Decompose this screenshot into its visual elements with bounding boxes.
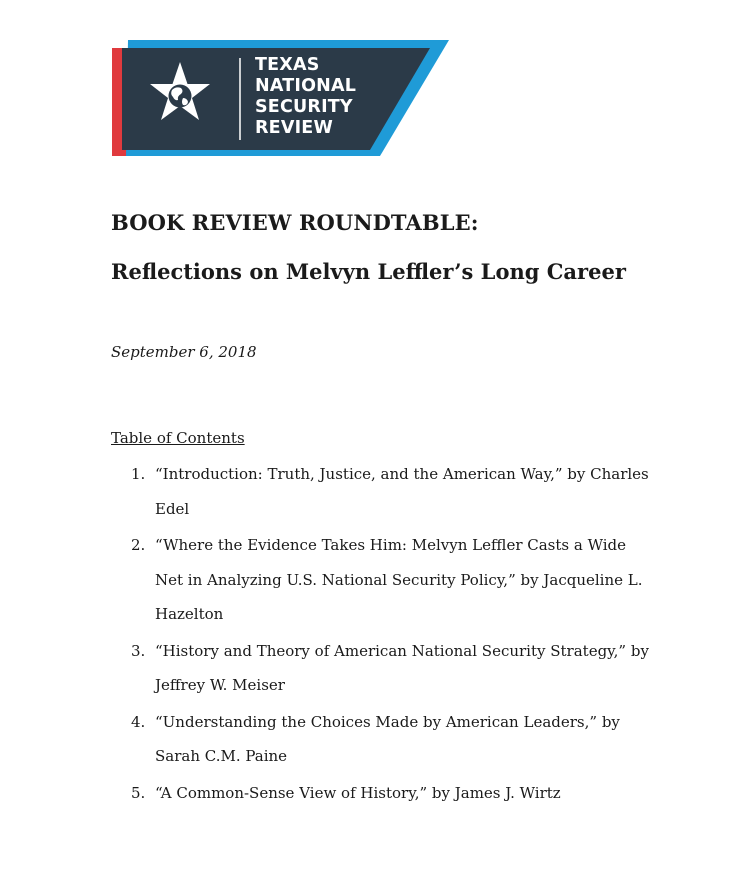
toc-item-text[interactable]: “A Common-Sense View of History,” by James J. Wirtz	[155, 783, 561, 802]
page-title: Reflections on Melvyn Leffler’s Long Career	[111, 259, 626, 284]
toc-item-text[interactable]: “History and Theory of American National Security Strategy,” by Jeffrey W. Meiser	[155, 641, 649, 694]
toc-item-number: 4.	[131, 712, 146, 731]
logo-line: SECURITY	[255, 97, 353, 117]
toc-item-number: 3.	[131, 641, 146, 660]
toc-item-number: 2.	[131, 536, 146, 554]
toc-item[interactable]	[131, 528, 651, 632]
publication-date: September 6, 2018	[111, 343, 257, 361]
toc-item-text[interactable]: “Understanding the Choices Made by American Leaders,” by Sarah C.M. Paine	[155, 712, 620, 765]
table-of-contents	[131, 457, 651, 812]
toc-item-number: 5.	[131, 783, 146, 802]
logo-line: TEXAS	[255, 55, 320, 75]
toc-item-text[interactable]: “Where the Evidence Takes Him: Melvyn Leffler Casts a Wide Net in Analyzing U.S. National Security Policy,” by Jacqueline L. Hazelton	[155, 536, 643, 623]
logo-line: REVIEW	[255, 118, 333, 138]
tnsr-logo	[112, 40, 452, 158]
toc-item-number: 1.	[131, 465, 146, 483]
logo-wordmark	[255, 55, 405, 139]
toc-item-text[interactable]: “Introduction: Truth, Justice, and the American Way,” by Charles Edel	[155, 465, 649, 518]
toc-item[interactable]	[131, 457, 651, 526]
toc-item[interactable]	[131, 634, 651, 703]
toc-heading[interactable]: Table of Contents	[111, 429, 245, 447]
review-type-heading: BOOK REVIEW ROUNDTABLE:	[111, 210, 479, 235]
toc-item[interactable]	[131, 776, 651, 811]
logo-line: NATIONAL	[255, 76, 357, 96]
toc-item[interactable]	[131, 705, 651, 774]
